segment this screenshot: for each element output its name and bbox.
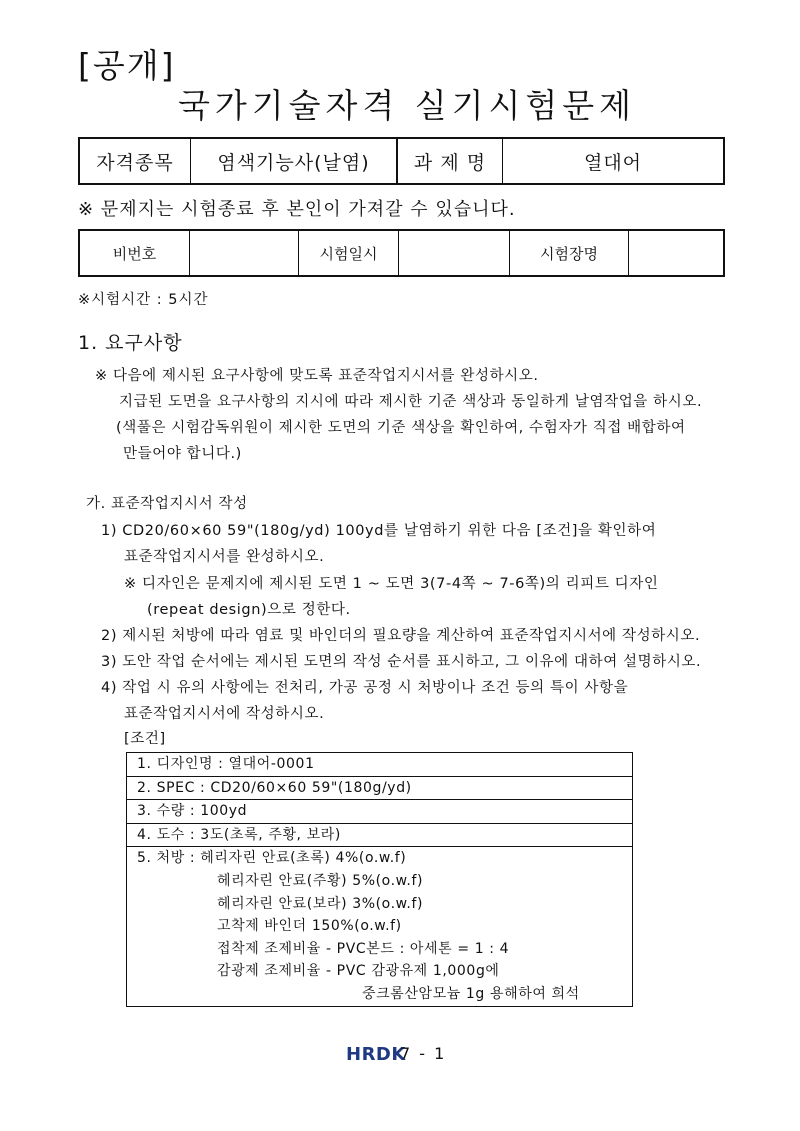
condition-row: 헤리자린 안료(보라) 3%(o.w.f): [127, 893, 633, 916]
notice-text: ※ 문제지는 시험종료 후 본인이 가져갈 수 있습니다.: [78, 199, 516, 220]
condition-row: 5. 처방 : 헤리자린 안료(초록) 4%(o.w.f): [127, 847, 633, 870]
number-label: 비번호: [79, 230, 190, 276]
condition-row: 중크롬산암모늄 1g 용해하여 희석: [127, 983, 633, 1006]
exam-info-table: [78, 137, 725, 185]
date-label: 시험일시: [299, 230, 399, 276]
intro-line: (색풀은 시험감독위원이 제시한 도면의 기준 색상을 확인하여, 수험자가 직접 배합하여: [116, 420, 686, 436]
date-value[interactable]: [399, 230, 510, 276]
intro-line: 만들어야 합니다.): [123, 446, 242, 462]
condition-row: 4. 도수 : 3도(초록, 주황, 보라): [127, 823, 633, 847]
condition-row: 감광제 조제비율 - PVC 감광유제 1,000g에: [127, 960, 633, 983]
condition-row: 2. SPEC : CD20/60×60 59"(180g/yd): [127, 776, 633, 800]
condition-row: 1. 디자인명 : 열대어-0001: [127, 753, 633, 777]
location-label: 시험장명: [510, 230, 629, 276]
intro-line: 지급된 도면을 요구사항의 지시에 따라 제시한 기준 색상과 동일하게 날염작업을 하시오.: [119, 394, 703, 410]
page-number: 7 - 1: [400, 1044, 447, 1063]
condition-row: 헤리자린 안료(주황) 5%(o.w.f): [127, 870, 633, 893]
requirement-item: 표준작업지시서에 작성하시오.: [124, 706, 325, 722]
section-heading: 1. 요구사항: [78, 332, 183, 354]
condition-row: 접착제 조제비율 - PVC본드 : 아세톤 = 1 : 4: [127, 938, 633, 961]
conditions-table: [126, 752, 633, 1007]
requirement-item: 2) 제시된 처방에 따라 염료 및 바인더의 필요량을 계산하여 표준작업지시서에 작성하시오.: [101, 628, 701, 644]
intro-line: ※ 다음에 제시된 요구사항에 맞도록 표준작업지시서를 완성하시오.: [95, 368, 539, 384]
sub-heading: 가. 표준작업지시서 작성: [86, 496, 248, 512]
condition-row: 고착제 바인더 150%(o.w.f): [127, 915, 633, 938]
hrdk-logo: HRDK: [346, 1044, 406, 1065]
requirement-item: (repeat design)으로 정한다.: [147, 602, 351, 618]
field-value: 염색기능사(날염): [191, 138, 398, 184]
disclosure-label: [공개]: [78, 46, 176, 85]
requirement-item: 3) 도안 작업 순서에는 제시된 도면의 작성 순서를 표시하고, 그 이유에 대하여 설명하시오.: [101, 654, 702, 670]
page-title: 국가기술자격 실기시험문제: [178, 86, 637, 125]
requirement-item: 1) CD20/60×60 59"(180g/yd) 100yd를 날염하기 위한 다음 [조건]을 확인하여: [101, 523, 657, 539]
location-value[interactable]: [629, 230, 725, 276]
requirement-item: 표준작업지시서를 완성하시오.: [124, 549, 325, 565]
conditions-label: [조건]: [124, 731, 166, 747]
number-value[interactable]: [190, 230, 299, 276]
condition-row: 3. 수량 : 100yd: [127, 800, 633, 824]
exam-time: ※시험시간 : 5시간: [78, 292, 209, 308]
task-value: 열대어: [503, 138, 725, 184]
candidate-table: [78, 229, 725, 277]
task-label: 과 제 명: [397, 138, 503, 184]
field-label: 자격종목: [79, 138, 191, 184]
requirement-item: ※ 디자인은 문제지에 제시된 도면 1 ~ 도면 3(7-4쪽 ~ 7-6쪽)의 리피트 디자인: [124, 576, 659, 592]
requirement-item: 4) 작업 시 유의 사항에는 전처리, 가공 공정 시 처방이나 조건 등의 특이 사항을: [101, 680, 629, 696]
